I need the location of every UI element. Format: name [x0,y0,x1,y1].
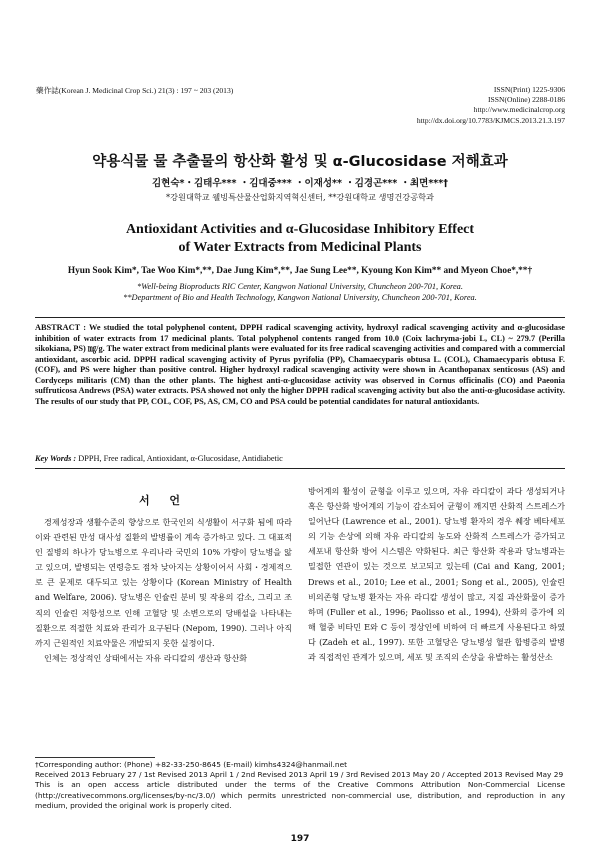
issn-print: ISSN(Print) 1225-9306 [493,85,565,94]
keywords [35,454,283,463]
korean-affiliation: *강원대학교 웰빙특산물산업화지역혁신센터, **강원대학교 생명건강공학과 [166,192,434,202]
body-paragraph: 방어계의 활성이 균형을 이루고 있으며, 자유 라디칼이 과다 생성되거나 혹은 항산화 방어계의 기능이 감소되어 균형이 깨지면 산화적 스트레스가 일어난다 (Lawrence et al., 2001). 당뇨병 환자의 경우 췌장 베타세포의 기능 손상에 의해 자유 라디칼의 농도와 산화적 스트레스가 증가되고 세포내 항산화 방어 시스템은 약화된다. 최근 항산화 작용과 당뇨병과는 밀접한 연관이 있는 것으로 보고되고 있는데 (Cai and Kang, 2001; Drews et al., 2010; Lee et al., 2001; Song et al., 2005), 인슐린 비의존형 당뇨병 환자는 자유 라디칼 생성이 많고, 지질 과산화물이 증가하며 (Fuller et al., 1996; Paolisso et al., 1994), 산화의 증가에 의해 혈중 비타민 E와 C 등이 정상인에 비하여 더 빠르게 사용된다고 하였다 (Zadeh et al., 1997). 또한 고혈당은 당뇨병성 혈관 합병증의 발병과 직접적인 관계가 있으며, 세포 및 조직의 손상을 유발하는 활성산소 [308,486,565,663]
footnote-rule [35,757,155,758]
corresponding-author: †Corresponding author: (Phone) +82-33-250-8645 (E-mail) kimhs4324@hanmail.net [35,760,348,769]
korean-title: 약용식물 물 추출물의 항산화 활성 및 α-Glucosidase 저해효과 [92,154,508,170]
footnote [35,760,565,811]
keywords-label: Key Words : [35,454,77,463]
body-column-right [308,484,565,665]
abstract [35,323,565,407]
doi-link[interactable]: http://dx.doi.org/10.7783/KJMCS.2013.21.3.197 [416,115,565,125]
abstract-label: ABSTRACT : [35,323,86,332]
section-title: 서 언 [138,494,189,507]
journal-url[interactable]: http://www.medicinalcrop.org [473,105,565,115]
english-affiliation-line1: *Well-being Bioproducts RIC Center, Kangwon National University, Chuncheon 200-701, Korea. [137,282,463,291]
english-affiliation [0,281,600,303]
keywords-text: DPPH, Free radical, Antioxidant, α-Glucosidase, Antidiabetic [78,454,283,463]
abstract-bottom-rule [35,468,565,469]
korean-authors: 김현숙*・김태우*** ・김대중*** ・이재성** ・김경곤*** ・최면***† [151,178,448,189]
english-title [0,221,600,257]
english-title-line2: of Water Extracts from Medicinal Plants [178,240,422,255]
journal-identifiers [417,85,565,126]
received-dates: Received 2013 February 27 / 1st Revised 2013 April 1 / 2nd Revised 2013 April 19 / 3rd Revised 2013 May 20 / Accepted 2013 Revised May 29 [35,770,564,780]
english-authors: Hyun Sook Kim*, Tae Woo Kim*,**, Dae Jung Kim*,**, Jae Sung Lee**, Kyoung Kon Kim** and Myeon Choe*,**† [67,266,533,276]
abstract-text: We studied the total polyphenol content, DPPH radical scavenging activity, hydroxyl radical scavenging activity and α-glucosidase inhibition of water extracts from 17 medicinal plants. Total polyphenol contents ranged from 10.0 (Coix lachryma-jobi L, CL) ~ 279.7 (Perilla sikokiana, PS) ㎎/g. The water extract from medicinal plants were evaluated for its free radical scavenging activities and compared with a commercial antioxidant, ascorbic acid. DPPH radical scavenging activity of Pyrus pyrifolia (PP), Chamaecyparis obtusa L. (COL), Chamaecyparis obtusa F. (COF), and PS were higher than positive control. Higher hydroxyl radical scavenging activity were shown in Acanthopanax senticosus (AS) and Cordyceps militaris (CM) than the other plants. The highest anti-α-glucosidase activity was observed in Cornus officinalis (CO) and Paeonia suffruticosa Andrews (PSA) water extracts. PSA showed not only the higher DPPH radical scavenging activity but also the anti-α-glucosidase activity. The results of our study that PP, COL, COF, PS, AS, CM, CO and PSA could be potential candidates for natural antioxidants. [35,323,565,406]
body-column-left [35,515,292,666]
body-paragraph: 경제성장과 생활수준의 향상으로 한국인의 식생활이 서구화 됨에 따라 이와 관련된 만성 대사성 질환의 발병률이 계속 증가하고 있다. 그 대표적인 질병의 하나가 당뇨병으로 우리나라 국민의 10% 가량이 당뇨병을 앓고 있으며, 발병되는 연령층도 점차 낮아지는 상황이어서 사회・경제적으로 큰 문제로 대두되고 있는 상황이다 (Korean Ministry of Health and Welfare, 2006). 당뇨병은 인슐린 분비 및 작용의 감소, 그리고 조직의 인슐린 저항성으로 인해 고혈당 및 소변으로의 당배설을 나타내는 질환으로 적절한 치료와 관리가 요구된다 (Nepom, 1990). 그러나 아직까지 근원적인 치료약물은 개발되지 못한 실정이다. [35,517,292,648]
journal-citation: 藥作誌(Korean J. Medicinal Crop Sci.) 21(3) : 197 ~ 203 (2013) [36,86,234,95]
english-affiliation-line2: **Department of Bio and Health Technology, Kangwon National University, Chuncheon 200-701, Korea. [123,293,477,302]
issn-online: ISSN(Online) 2288-0186 [488,95,565,105]
page-number: 197 [290,834,310,844]
abstract-top-rule [35,317,565,318]
english-title-line1: Antioxidant Activities and α-Glucosidase Inhibitory Effect [125,222,475,237]
body-paragraph: 인체는 정상적인 상태에서는 자유 라디칼의 생산과 항산화 [44,652,248,663]
license-text: This is an open access article distributed under the terms of the Creative Commons Attribution Non-Commercial License (http://creativecommons.org/licenses/by-nc/3.0/) which permits unrestricted non-commercial use, distribution, and reproduction in any medium, provided the original work is properly cited. [35,780,565,810]
